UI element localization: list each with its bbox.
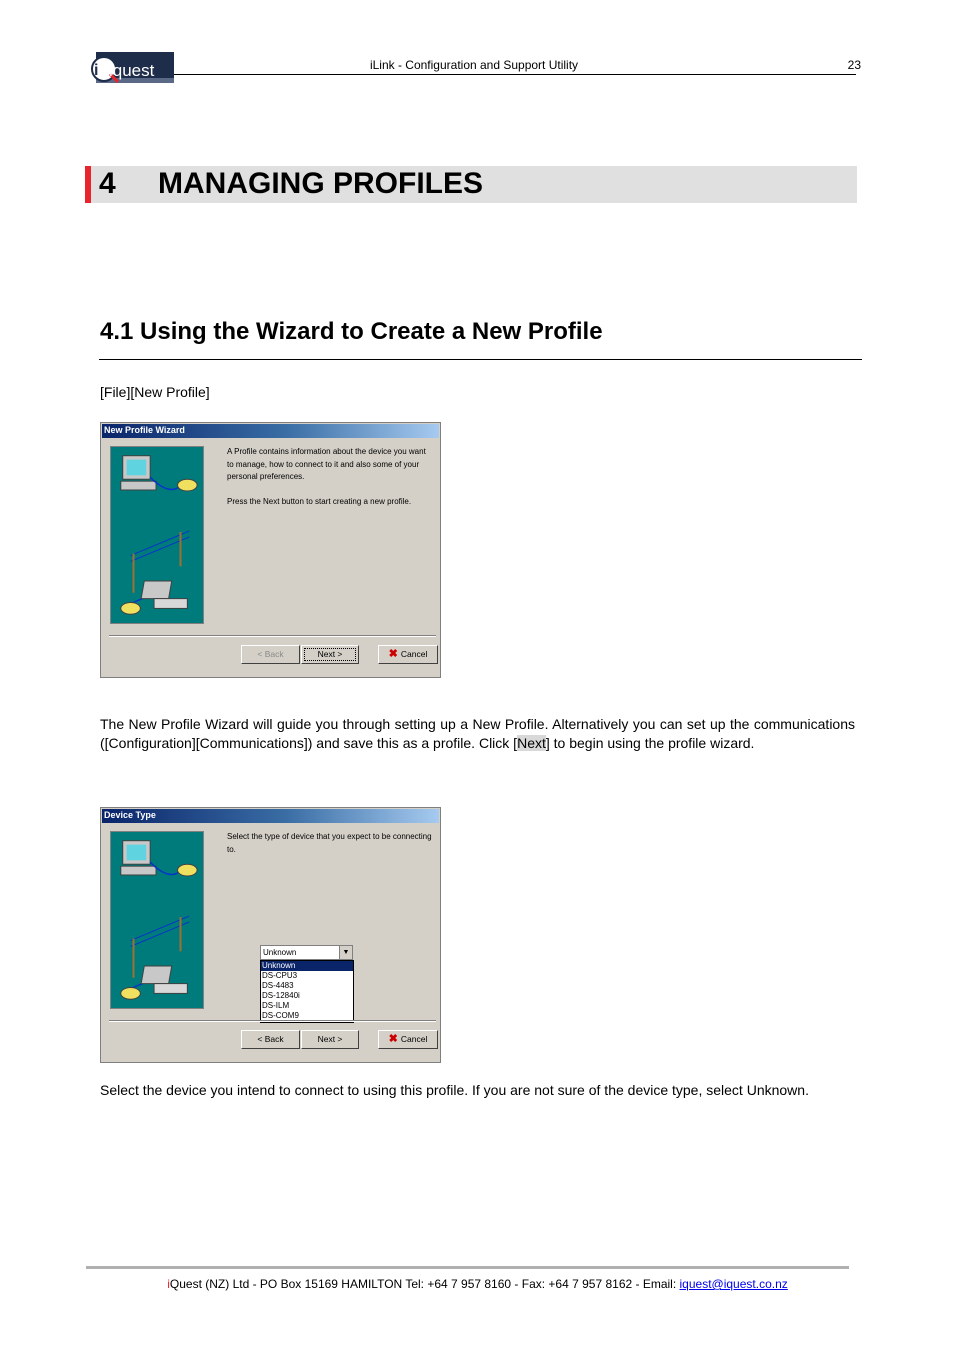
back-button[interactable]: < Back (241, 645, 300, 664)
device-type-list[interactable] (260, 960, 354, 1023)
wizard-separator (109, 635, 436, 637)
cancel-label: Cancel (400, 1034, 428, 1044)
device-type-prompt: Select the type of device that you expect to be connecting to. (227, 832, 432, 854)
svg-text:i: i (94, 62, 99, 79)
back-button[interactable]: < Back (241, 1030, 300, 1049)
logo-text: iquest (109, 61, 155, 80)
header-title: iLink - Configuration and Support Utility (369, 58, 579, 72)
paragraph-wizard-intro (100, 715, 855, 752)
footer-rule (86, 1266, 849, 1269)
network-illustration-icon (110, 831, 204, 1009)
next-button[interactable]: Next > (301, 645, 359, 664)
footer-text: Quest (NZ) Ltd - PO Box 15169 HAMILTON Tel: +64 7 957 8160 - Fax: +64 7 957 8162 - Email: (169, 1277, 680, 1291)
section-rule (99, 359, 862, 360)
header-rule (174, 74, 856, 75)
wizard-title: New Profile Wizard (104, 425, 185, 435)
footer (86, 1277, 869, 1291)
wizard-titlebar (102, 424, 439, 438)
list-item[interactable]: DS-COM9 (262, 1011, 299, 1020)
next-key-ref: Next (517, 734, 546, 751)
email-link[interactable]: iquest@iquest.co.nz (679, 1277, 788, 1291)
chapter-heading (85, 166, 857, 203)
cancel-button[interactable] (378, 645, 438, 664)
list-item[interactable]: DS-4483 (262, 981, 294, 990)
chapter-accent-bar (85, 166, 91, 203)
cancel-label: Cancel (400, 649, 428, 659)
section-title: 4.1 Using the Wizard to Create a New Profile (100, 318, 603, 345)
device-type-separator (109, 1020, 436, 1022)
device-type-screenshot (100, 807, 441, 1063)
footer-i-letter: i (167, 1277, 170, 1291)
chapter-number: 4 (99, 167, 116, 200)
wizard-description (227, 446, 432, 520)
list-item[interactable]: DS-ILM (262, 1001, 290, 1010)
cancel-button[interactable] (378, 1030, 438, 1049)
next-button[interactable]: Next > (301, 1030, 359, 1049)
list-item[interactable]: DS-CPU3 (262, 971, 298, 980)
cancel-x-icon: ✖ (388, 1033, 398, 1045)
page-number: 23 (847, 58, 861, 72)
list-item[interactable]: DS-12840i (262, 991, 300, 1000)
wizard-instruction-text: Press the Next button to start creating a new profile. (227, 496, 412, 506)
wizard-intro-text: A Profile contains information about the device you want to manage, how to connect to it and also some of your personal preferences. (227, 447, 426, 481)
device-type-title: Device Type (104, 810, 156, 820)
chevron-down-icon[interactable]: ▼ (339, 946, 352, 959)
paragraph1-after: ] to begin using the profile wizard. (545, 734, 755, 751)
menu-path: [File][New Profile] (100, 384, 210, 400)
combo-value: Unknown (263, 948, 297, 957)
paragraph1-before: The New Profile Wizard will guide you through setting up a New Profile. Alternatively you can set up the communications ([Configuration][Communications]) and save this as a profile. Click [ (100, 716, 855, 751)
chapter-title: MANAGING PROFILES (158, 167, 484, 200)
network-illustration-icon (110, 446, 204, 624)
device-type-description (227, 831, 432, 868)
device-type-titlebar (102, 809, 439, 823)
iquest-logo (90, 52, 174, 83)
list-item[interactable]: Unknown (261, 961, 353, 971)
paragraph-device-select: Select the device you intend to connect to using this profile. If you are not sure of the device type, select Unknown. (100, 1082, 809, 1098)
cancel-x-icon: ✖ (388, 648, 398, 660)
new-profile-wizard-screenshot (100, 422, 441, 678)
device-type-combo[interactable] (260, 945, 353, 960)
